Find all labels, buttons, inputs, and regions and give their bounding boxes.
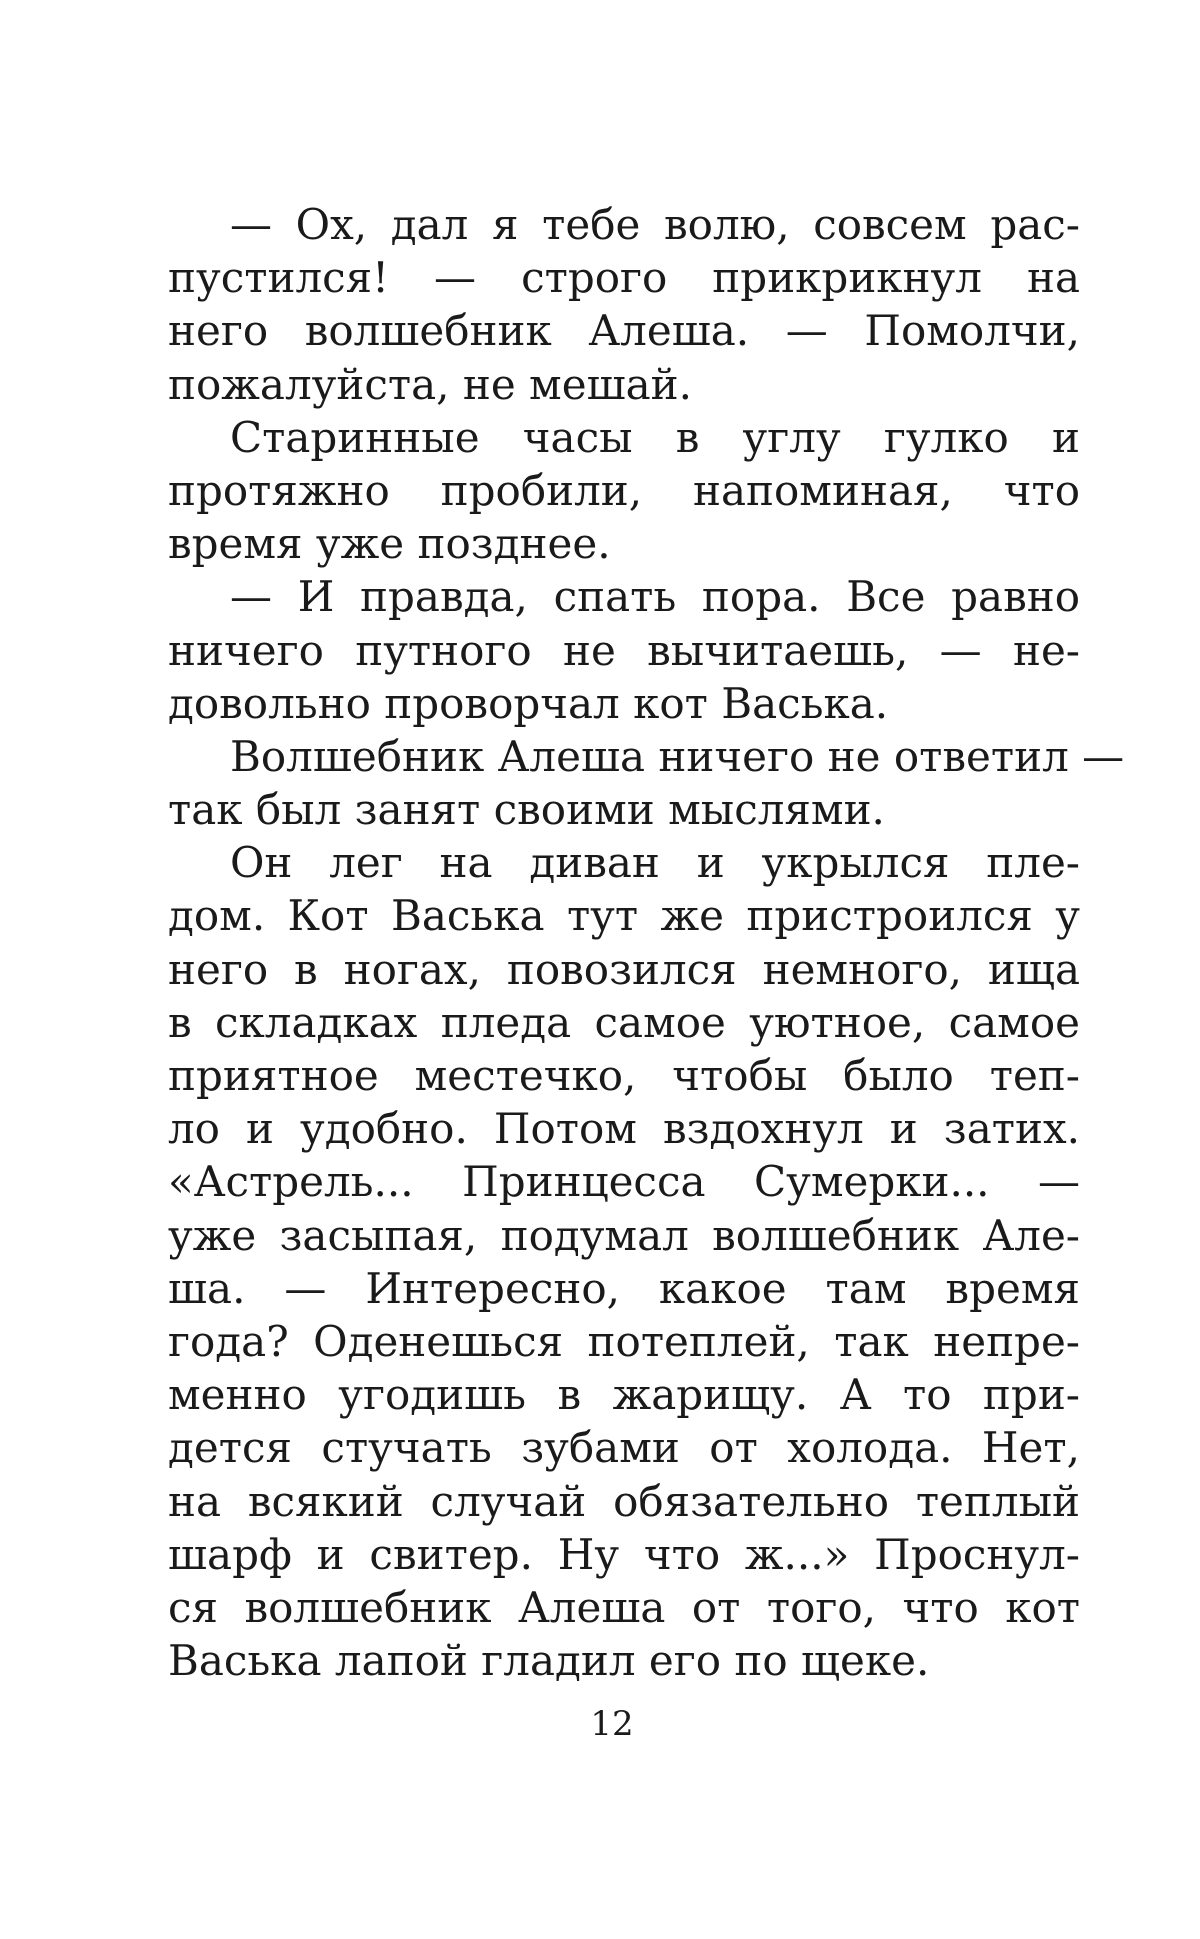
text-line: года? Оденешься потеплей, так непре- (168, 1316, 1080, 1366)
text-line: него в ногах, повозился немного, ища (168, 944, 1080, 994)
text-line: в складках пледа самое уютное, самое (168, 997, 1080, 1047)
text-line: ся волшебник Алеша от того, что кот (168, 1582, 1080, 1632)
text-line: — Ох, дал я тебе волю, совсем рас- (230, 200, 1080, 249)
text-line: Он лег на диван и укрылся пле- (230, 838, 1080, 888)
page-number: 12 (590, 1704, 634, 1744)
text-line: довольно проворчал кот Васька. (168, 678, 889, 728)
text-line: Васька лапой гладил его по щеке. (168, 1636, 930, 1686)
text-line: протяжно пробили, напоминая, что (168, 465, 1080, 515)
text-line: Старинные часы в углу гулко и (230, 412, 1080, 462)
text-line: пожалуйста, не мешай. (168, 359, 692, 409)
text-line: уже засыпая, подумал волшебник Але- (168, 1210, 1080, 1260)
text-line: ло и удобно. Потом вздохнул и затих. (168, 1104, 1080, 1154)
text-line: на всякий случай обязательно теплый (168, 1476, 1080, 1526)
text-line: время уже позднее. (168, 519, 611, 569)
text-line: дется стучать зубами от холода. Нет, (168, 1423, 1080, 1473)
text-line: пустился! — строго прикрикнул на (168, 253, 1080, 303)
text-line: так был занят своими мыслями. (168, 785, 885, 835)
text-line: приятное местечко, чтобы было теп- (168, 1051, 1080, 1100)
text-line: «Астрель... Принцесса Сумерки... — (168, 1157, 1080, 1207)
text-line: ша. — Интересно, какое там время (168, 1263, 1080, 1313)
text-line: ничего путного не вычитаешь, — не- (168, 625, 1080, 675)
text-line: шарф и свитер. Ну что ж...» Проснул- (168, 1529, 1080, 1579)
text-line: Волшебник Алеша ничего не ответил — (230, 731, 1125, 781)
body-text (168, 198, 1125, 1687)
text-line: менно угодишь в жарищу. А то при- (168, 1370, 1080, 1420)
text-line: дом. Кот Васька тут же пристроился у (168, 891, 1080, 941)
text-line: — И правда, спать пора. Все равно (230, 572, 1080, 622)
text-line: него волшебник Алеша. — Помолчи, (168, 306, 1080, 356)
